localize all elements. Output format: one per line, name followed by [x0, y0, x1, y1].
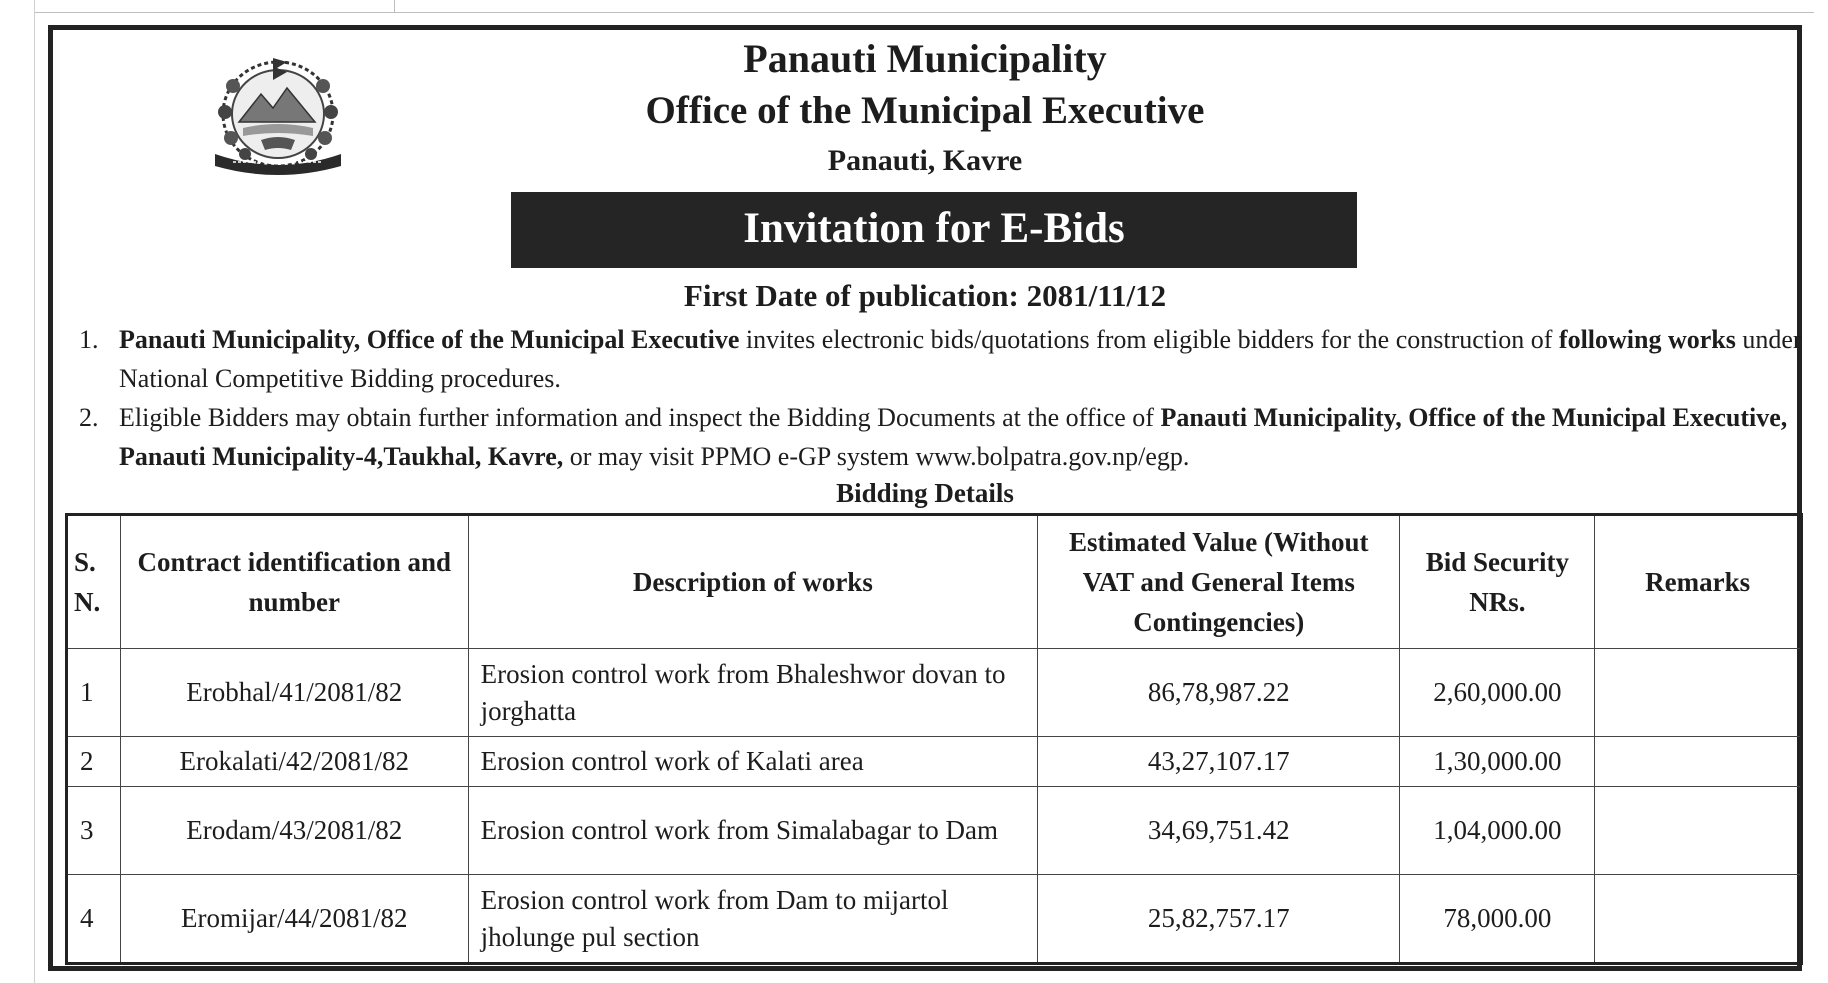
column-header-remarks: Remarks — [1595, 515, 1802, 649]
paragraph-number: 2. — [79, 403, 99, 432]
bidding-details-table — [65, 513, 1803, 965]
cell-sn: 2 — [67, 737, 121, 787]
paragraph-text — [119, 398, 1807, 476]
paragraph-1 — [67, 320, 1807, 398]
cell-bid-security: 2,60,000.00 — [1400, 649, 1595, 737]
cell-description: Erosion control work from Simalabagar to Dam — [468, 787, 1038, 875]
cell-contract: Erobhal/41/2081/82 — [120, 649, 468, 737]
cell-bid-security: 1,30,000.00 — [1400, 737, 1595, 787]
text-segment: or may visit PPMO e-GP system www.bolpatra.gov.np/egp. — [563, 442, 1190, 471]
table-row — [67, 649, 1802, 737]
text-segment-bold: Panauti Municipality, Office of the Municipal Executive, Panauti Municipality-4,Taukhal, Kavre, — [119, 403, 1788, 471]
cell-contract: Eromijar/44/2081/82 — [120, 875, 468, 964]
cell-description: Erosion control work from Dam to mijartol jholunge pul section — [468, 875, 1038, 964]
cell-remarks — [1595, 649, 1802, 737]
bidding-details-heading: Bidding Details — [836, 478, 1014, 508]
column-header-contract: Contract identification and number — [120, 515, 468, 649]
paragraph-number: 1. — [79, 325, 99, 354]
location: Panauti, Kavre — [827, 144, 1023, 177]
cell-estimated-value: 43,27,107.17 — [1038, 737, 1400, 787]
notice-frame — [48, 25, 1802, 971]
cell-description: Erosion control work from Bhaleshwor dovan to jorghatta — [468, 649, 1038, 737]
cell-contract: Erokalati/42/2081/82 — [120, 737, 468, 787]
cell-remarks — [1595, 787, 1802, 875]
table-row — [67, 875, 1802, 964]
cell-remarks — [1595, 875, 1802, 964]
notice-title: Invitation for E-Bids — [511, 192, 1357, 268]
org-name: Panauti Municipality — [743, 36, 1107, 81]
cell-estimated-value: 86,78,987.22 — [1038, 649, 1400, 737]
column-header-sn: S. N. — [67, 515, 121, 649]
top-border-line — [34, 0, 1814, 13]
cell-description: Erosion control work of Kalati area — [468, 737, 1038, 787]
column-header-estimated-value: Estimated Value (Without VAT and General Items Contingencies) — [1038, 515, 1400, 649]
table-row — [67, 787, 1802, 875]
office-name: Office of the Municipal Executive — [645, 89, 1205, 132]
text-segment: Eligible Bidders may obtain further information and inspect the Bidding Documents at the office of — [119, 403, 1161, 432]
left-border-line — [34, 0, 35, 983]
table-row — [67, 737, 1802, 787]
column-header-bid-security: Bid Security NRs. — [1400, 515, 1595, 649]
text-segment: under National Competitive Bidding procedures. — [119, 325, 1802, 393]
cell-remarks — [1595, 737, 1802, 787]
paragraph-2 — [67, 398, 1807, 476]
table-header-row — [67, 515, 1802, 649]
cell-contract: Erodam/43/2081/82 — [120, 787, 468, 875]
text-segment-bold: Panauti Municipality, Office of the Municipal Executive — [119, 325, 740, 354]
cell-estimated-value: 25,82,757.17 — [1038, 875, 1400, 964]
text-segment-bold: following works — [1558, 325, 1736, 354]
text-segment: invites electronic bids/quotations from eligible bidders for the construction of — [739, 325, 1559, 354]
cell-sn: 4 — [67, 875, 121, 964]
cell-sn: 3 — [67, 787, 121, 875]
cell-sn: 1 — [67, 649, 121, 737]
column-divider — [394, 0, 395, 12]
cell-bid-security: 1,04,000.00 — [1400, 787, 1595, 875]
publication-date: First Date of publication: 2081/11/12 — [683, 278, 1167, 313]
paragraph-text — [119, 320, 1807, 398]
cell-bid-security: 78,000.00 — [1400, 875, 1595, 964]
cell-estimated-value: 34,69,751.42 — [1038, 787, 1400, 875]
column-header-description: Description of works — [468, 515, 1038, 649]
